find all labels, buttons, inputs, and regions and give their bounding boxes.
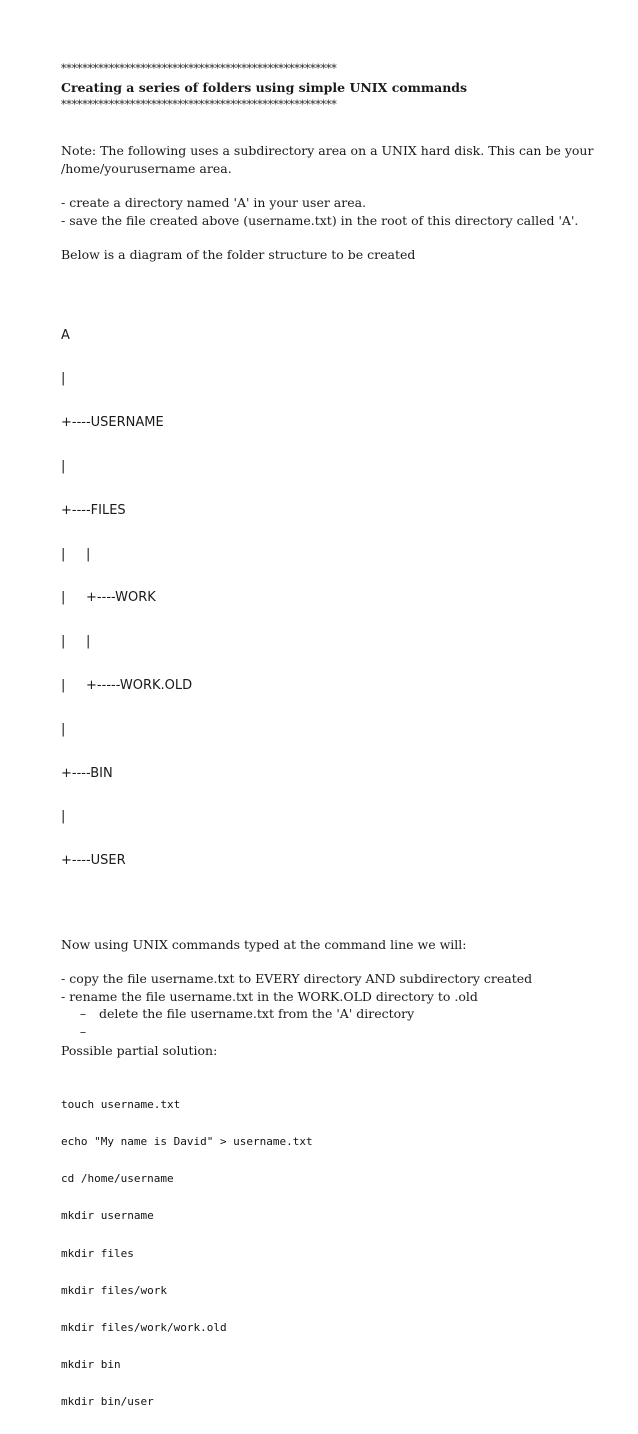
tree-line: | | [61, 546, 91, 562]
tree-line: | [61, 809, 66, 825]
setup-step: - save the file created above (username.txt) in the root of this directory called 'A'. [61, 212, 579, 228]
document-title: Creating a series of folders using simple UNIX commands [61, 80, 468, 95]
tree-line: | [61, 721, 66, 737]
tree-line: | +-----WORK.OLD [61, 677, 193, 693]
tree-line: | [61, 459, 66, 475]
folder-tree-diagram [61, 300, 601, 898]
code-line: mkdir files/work/work.old [61, 1320, 227, 1334]
document-body [61, 62, 601, 1434]
tree-line: +----USERNAME [61, 415, 164, 431]
code-line: mkdir files [61, 1246, 134, 1260]
task-item: - copy the file username.txt to EVERY directory AND subdirectory created [61, 971, 533, 987]
stars-divider-bottom: **************************************************** [61, 98, 337, 111]
solution-code-block [61, 1074, 601, 1434]
tree-line: +----BIN [61, 765, 113, 781]
note-paragraph: Note: The following uses a subdirectory area on a UNIX hard disk. This can be your /home/yourusername area. [61, 143, 594, 176]
dash-bullet: – [79, 1006, 87, 1022]
solution-heading: Possible partial solution: [61, 1043, 218, 1059]
code-line: mkdir username [61, 1209, 154, 1223]
task-dash-item [61, 1023, 601, 1041]
setup-steps [61, 194, 601, 229]
code-line: touch username.txt [61, 1097, 181, 1111]
task-item: - rename the file username.txt in the WORK.OLD directory to .old [61, 988, 478, 1004]
tasks-intro: Now using UNIX commands typed at the command line we will: [61, 936, 467, 952]
task-dash-item [61, 1005, 601, 1023]
tree-line: | | [61, 634, 91, 650]
tree-line: +----USER [61, 853, 126, 869]
code-line: mkdir bin/user [61, 1395, 154, 1409]
task-dash-text: delete the file username.txt from the 'A' directory [99, 1006, 415, 1022]
diagram-intro: Below is a diagram of the folder structure to be created [61, 247, 416, 262]
tree-line: +----FILES [61, 502, 126, 518]
code-line: cd /home/username [61, 1172, 174, 1186]
code-line: mkdir bin [61, 1358, 121, 1372]
dash-bullet: – [79, 1023, 87, 1039]
tree-line: | [61, 371, 66, 387]
code-line: mkdir files/work [61, 1283, 167, 1297]
tree-line: | +----WORK [61, 590, 156, 606]
tree-line: A [61, 327, 70, 343]
setup-step: - create a directory named 'A' in your user area. [61, 195, 367, 210]
task-list [61, 970, 601, 1040]
stars-divider-top: **************************************************** [61, 62, 337, 75]
code-line: echo "My name is David" > username.txt [61, 1134, 313, 1148]
